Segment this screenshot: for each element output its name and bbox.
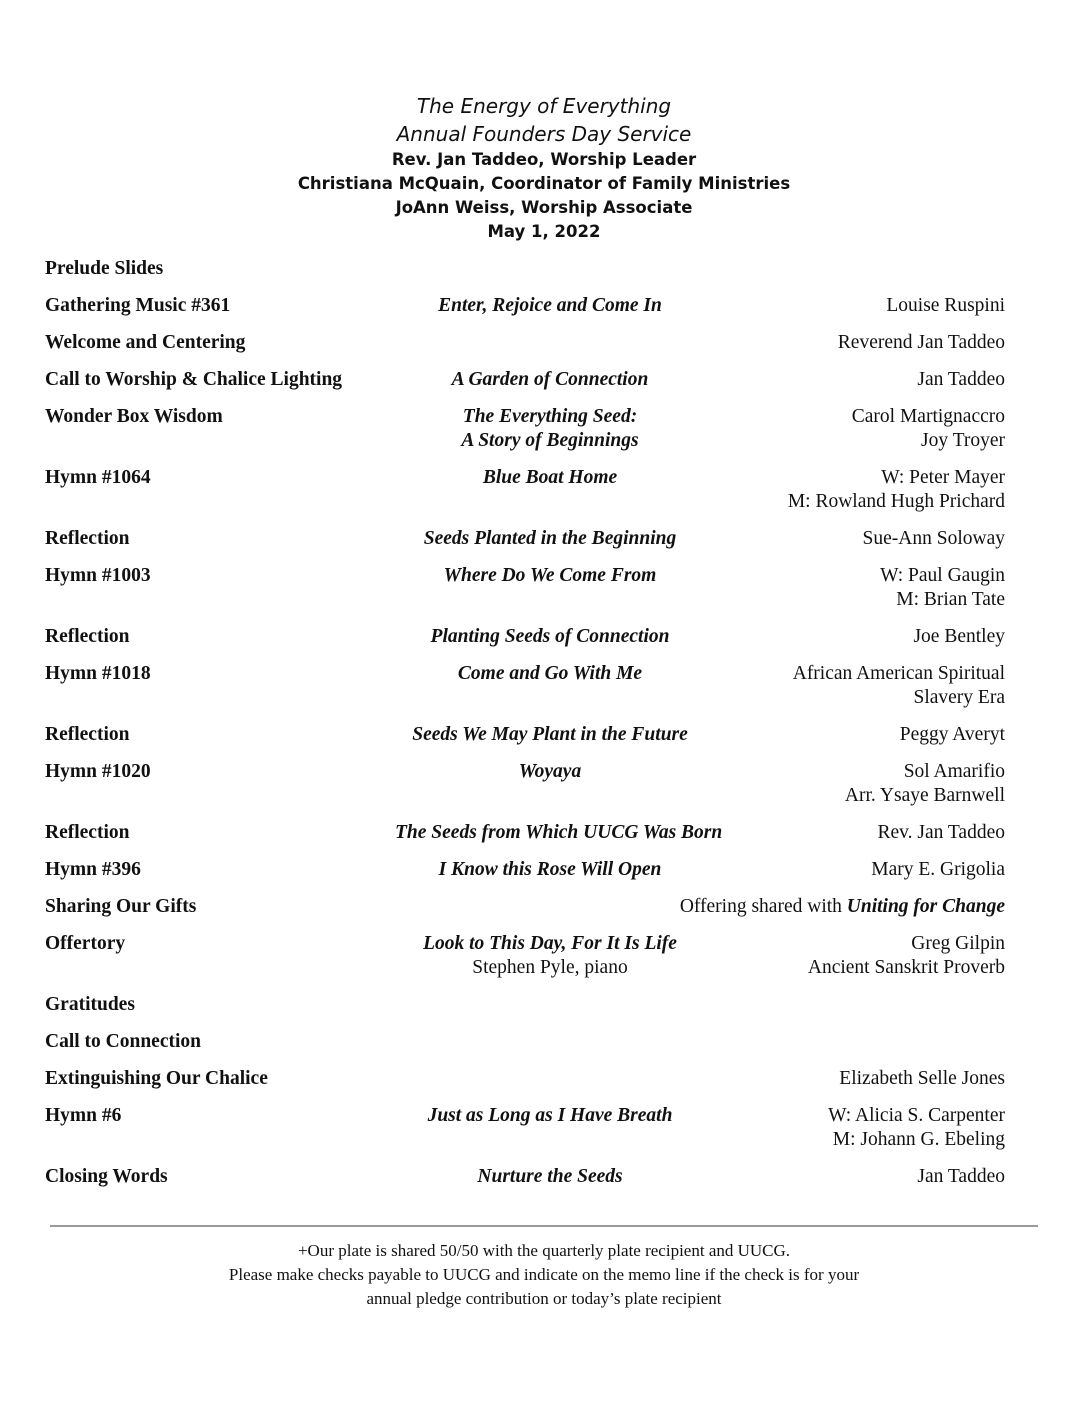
- program-credit: [705, 723, 1005, 747]
- program-part: Hymn #1020: [45, 761, 151, 782]
- program-item: [45, 895, 1005, 919]
- program-item: [45, 1030, 1005, 1054]
- program-part: Hymn #1064: [45, 467, 151, 488]
- program-title: [395, 1104, 705, 1128]
- program-part: Hymn #1018: [45, 663, 151, 684]
- program-title: [395, 1165, 705, 1189]
- offering-text: Offering shared with: [679, 896, 842, 917]
- order-of-service: [45, 257, 1005, 1202]
- program-item: [45, 527, 1005, 551]
- program-item: [45, 257, 1005, 281]
- program-credit: [705, 368, 1005, 392]
- program-title-line: I Know this Rose Will Open: [438, 859, 662, 880]
- program-item: [45, 821, 1005, 845]
- program-credit: [705, 858, 1005, 882]
- program-credit: [705, 527, 1005, 551]
- program-credit-line: Reverend Jan Taddeo: [837, 332, 1005, 353]
- program-credit-line: Louise Ruspini: [886, 295, 1005, 316]
- program-part: Hymn #1003: [45, 565, 151, 586]
- program-credit: [705, 564, 1005, 612]
- program-title: [395, 294, 705, 318]
- program-title-line: A Garden of Connection: [451, 369, 649, 390]
- program-part: Reflection: [45, 822, 130, 843]
- program-item: [45, 466, 1005, 514]
- program-credit: [705, 821, 1005, 845]
- program-title: [395, 405, 705, 453]
- program-part: Gathering Music #361: [45, 295, 231, 316]
- program-title-line: Woyaya: [518, 761, 582, 782]
- program-part: Hymn #396: [45, 859, 141, 880]
- program-part: Reflection: [45, 528, 130, 549]
- footer-note: [0, 1239, 1088, 1311]
- program-title-line: Come and Go With Me: [457, 663, 643, 684]
- program-part: Offertory: [45, 933, 126, 954]
- program-title-line: The Everything Seed:: [462, 406, 638, 427]
- program-item: [45, 760, 1005, 808]
- worship-leader: Rev. Jan Taddeo, Worship Leader: [391, 150, 697, 169]
- program-credit-line: Slavery Era: [913, 687, 1005, 708]
- program-title-note: Stephen Pyle, piano: [472, 957, 628, 978]
- program-item: [45, 405, 1005, 453]
- program-part: Hymn #6: [45, 1105, 122, 1126]
- program-credit: [705, 932, 1005, 980]
- family-ministries-coordinator: Christiana McQuain, Coordinator of Family Ministries: [297, 174, 791, 193]
- footer-line-3: annual pledge contribution or today’s plate recipient: [366, 1289, 722, 1308]
- program-credit: [705, 760, 1005, 808]
- offering-recipient: Uniting for Change: [846, 896, 1005, 917]
- program-item: [45, 1165, 1005, 1189]
- program-credit-line: Rev. Jan Taddeo: [877, 822, 1005, 843]
- program-part: Sharing Our Gifts: [45, 896, 197, 917]
- program-part: Welcome and Centering: [45, 332, 246, 353]
- program-credit-line: W: Peter Mayer: [881, 467, 1005, 488]
- program-title-line: Look to This Day, For It Is Life: [423, 933, 677, 954]
- program-credit-line: Arr. Ysaye Barnwell: [844, 785, 1005, 806]
- program-title-line: Seeds We May Plant in the Future: [412, 724, 688, 745]
- program-credit-line: Elizabeth Selle Jones: [839, 1068, 1005, 1089]
- program-credit: [705, 1165, 1005, 1189]
- program-credit: [705, 331, 1005, 355]
- service-header: [0, 92, 1088, 244]
- program-credit-line: Sol Amarifio: [903, 761, 1005, 782]
- program-title-line: Enter, Rejoice and Come In: [438, 295, 662, 316]
- program-credit-line: Jan Taddeo: [917, 369, 1005, 390]
- program-title-line: Nurture the Seeds: [477, 1166, 623, 1187]
- program-part: Extinguishing Our Chalice: [45, 1068, 268, 1089]
- program-credit-line: M: Brian Tate: [896, 589, 1005, 610]
- program-item: [45, 564, 1005, 612]
- program-credit-line: M: Johann G. Ebeling: [832, 1129, 1005, 1150]
- program-credit: [705, 1104, 1005, 1152]
- program-credit-line: Jan Taddeo: [917, 1166, 1005, 1187]
- program-credit-line: W: Paul Gaugin: [880, 565, 1005, 586]
- program-credit-line: Mary E. Grigolia: [871, 859, 1005, 880]
- program-credit: [705, 294, 1005, 318]
- program-item: [45, 368, 1005, 392]
- program-credit-line: Sue-Ann Soloway: [862, 528, 1005, 549]
- program-title-line: Seeds Planted in the Beginning: [423, 528, 677, 549]
- program-item: [45, 932, 1005, 980]
- program-item: [45, 858, 1005, 882]
- program-part: Reflection: [45, 626, 130, 647]
- footer-divider: [50, 1225, 1038, 1227]
- program-title: [395, 564, 705, 588]
- program-credit: [705, 1067, 1005, 1091]
- program-item: [45, 662, 1005, 710]
- program-title: [395, 368, 705, 392]
- program-item: [45, 331, 1005, 355]
- worship-associate: JoAnn Weiss, Worship Associate: [395, 198, 693, 217]
- program-title-line: A Story of Beginnings: [461, 430, 639, 451]
- program-title: [395, 625, 705, 649]
- footer-line-2: Please make checks payable to UUCG and indicate on the memo line if the check is for your: [228, 1265, 860, 1284]
- program-title-line: Planting Seeds of Connection: [430, 626, 670, 647]
- program-part: Reflection: [45, 724, 130, 745]
- program-item: [45, 723, 1005, 747]
- program-title: [395, 858, 705, 882]
- program-title: [395, 662, 705, 686]
- program-credit-line: Carol Martignaccro: [851, 406, 1005, 427]
- program-credit-line: African American Spiritual: [792, 663, 1005, 684]
- program-title: [395, 760, 705, 784]
- program-item: [45, 1067, 1005, 1091]
- program-part: Closing Words: [45, 1166, 168, 1187]
- program-title-line: Just as Long as I Have Breath: [427, 1105, 673, 1126]
- footer-line-1: +Our plate is shared 50/50 with the quarterly plate recipient and UUCG.: [297, 1241, 791, 1260]
- program-part: Prelude Slides: [45, 258, 164, 279]
- program-title: [395, 821, 723, 845]
- program-title: [395, 466, 705, 490]
- program-credit-line: Joy Troyer: [921, 430, 1005, 451]
- offering-note: [395, 895, 1005, 919]
- program-credit-line: Greg Gilpin: [911, 933, 1005, 954]
- program-item: [45, 625, 1005, 649]
- program-credit-line: W: Alicia S. Carpenter: [828, 1105, 1005, 1126]
- program-credit: [705, 405, 1005, 453]
- program-title: [395, 932, 705, 980]
- program-credit: [705, 662, 1005, 710]
- program-part: Call to Worship & Chalice Lighting: [45, 369, 343, 390]
- program-title-line: The Seeds from Which UUCG Was Born: [395, 822, 723, 843]
- program-credit-line: M: Rowland Hugh Prichard: [787, 491, 1005, 512]
- program-title: [395, 527, 705, 551]
- program-credit: [705, 625, 1005, 649]
- program-item: [45, 1104, 1005, 1152]
- program-item: [45, 294, 1005, 318]
- service-title: The Energy of Everything: [416, 94, 672, 118]
- program-credit-line: Joe Bentley: [913, 626, 1005, 647]
- program-part: Wonder Box Wisdom: [45, 406, 223, 427]
- program-credit-line: Peggy Averyt: [899, 724, 1005, 745]
- program-item: [45, 993, 1005, 1017]
- program-credit-line: Ancient Sanskrit Proverb: [807, 957, 1005, 978]
- program-credit: [705, 466, 1005, 514]
- program-title-line: Where Do We Come From: [443, 565, 657, 586]
- service-subtitle: Annual Founders Day Service: [396, 122, 692, 146]
- program-part: Call to Connection: [45, 1031, 201, 1052]
- program-part: Gratitudes: [45, 994, 135, 1015]
- program-title: [395, 723, 705, 747]
- service-date: May 1, 2022: [487, 222, 601, 241]
- program-title-line: Blue Boat Home: [482, 467, 618, 488]
